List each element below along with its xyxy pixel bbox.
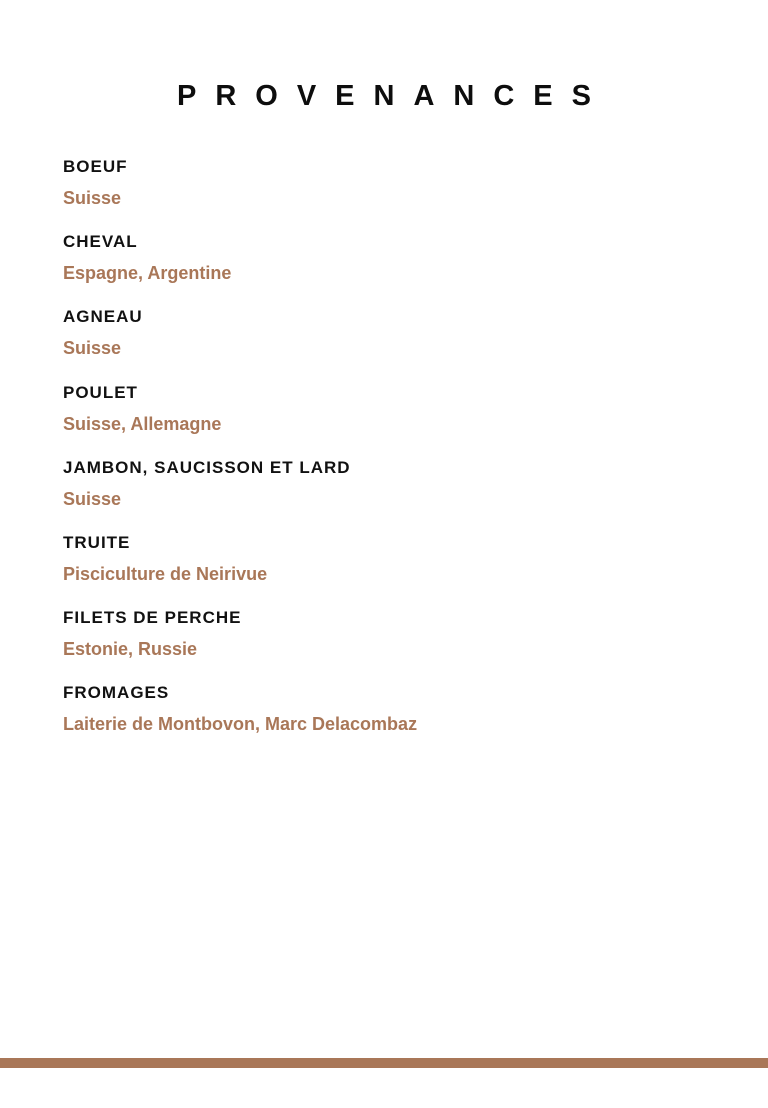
page-title: PROVENANCES — [177, 80, 610, 112]
item-name: CHEVAL — [63, 232, 138, 252]
item-name: TRUITE — [63, 532, 131, 552]
list-item — [63, 682, 723, 757]
item-origin: Suisse — [63, 188, 122, 208]
item-origin: Estonie, Russie — [63, 639, 198, 660]
item-name: AGNEAU — [63, 307, 143, 327]
list-item — [63, 532, 723, 607]
item-origin: Suisse — [63, 338, 122, 359]
list-item — [63, 156, 723, 231]
bottom-accent-bar — [0, 1058, 768, 1068]
list-item — [63, 607, 723, 682]
item-origin: Suisse, Allemagne — [63, 413, 222, 434]
item-name: POULET — [63, 382, 138, 402]
list-item — [63, 306, 723, 381]
item-name: FROMAGES — [63, 683, 170, 703]
list-item — [63, 382, 723, 457]
item-name: JAMBON, SAUCISSON ET LARD — [63, 457, 351, 477]
item-origin: Suisse — [63, 488, 122, 509]
item-origin: Laiterie de Montbovon, Marc Delacombaz — [63, 714, 418, 735]
provenance-list — [63, 156, 723, 758]
list-item — [63, 457, 723, 532]
list-item — [63, 231, 723, 306]
item-origin: Pisciculture de Neirivue — [63, 563, 268, 584]
item-origin: Espagne, Argentine — [63, 263, 232, 284]
item-name: BOEUF — [63, 157, 128, 176]
item-name: FILETS DE PERCHE — [63, 608, 242, 628]
